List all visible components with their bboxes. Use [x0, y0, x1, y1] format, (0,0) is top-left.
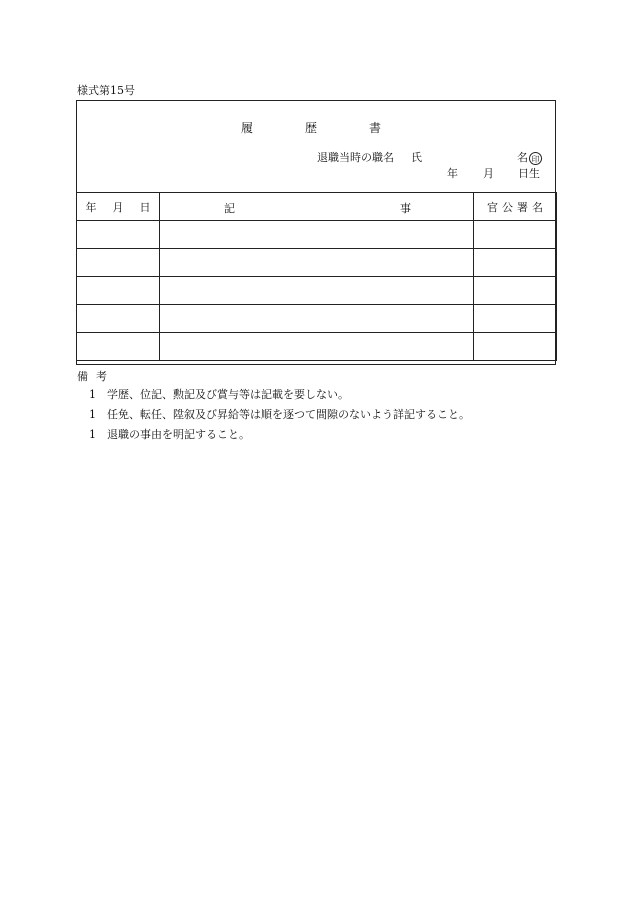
history-table [76, 192, 557, 361]
birth-month-label: 月 [483, 167, 494, 180]
table-row [77, 249, 557, 277]
record-cell[interactable] [160, 221, 474, 249]
record-cell[interactable] [160, 249, 474, 277]
header-office-seal: 官 公 署 名 [474, 193, 557, 221]
remark-item: 1 任免、転任、陞叙及び昇給等は順を逐つて間隙のないよう詳記すること。 [89, 408, 470, 421]
record-cell[interactable] [160, 277, 474, 305]
history-body [77, 221, 557, 361]
office-seal-cell[interactable] [474, 333, 557, 361]
birth-year-label: 年 [447, 167, 458, 180]
date-cell[interactable] [77, 333, 160, 361]
date-cell[interactable] [77, 277, 160, 305]
seal-mark: 印 [529, 152, 542, 165]
remarks-label: 備考 [77, 370, 115, 383]
name-suffix: 名 [517, 151, 528, 164]
record-cell[interactable] [160, 333, 474, 361]
header-record: 記 事 [160, 193, 474, 221]
form-title: 履歴書 [240, 121, 433, 135]
remark-item: 1 退職の事由を明記すること。 [89, 428, 250, 441]
name-prefix: 氏 [411, 151, 422, 164]
table-row [77, 277, 557, 305]
table-row [77, 305, 557, 333]
date-cell[interactable] [77, 249, 160, 277]
form-number: 様式第15号 [77, 84, 135, 97]
record-cell[interactable] [160, 305, 474, 333]
table-header-row [77, 193, 557, 221]
office-seal-cell[interactable] [474, 249, 557, 277]
date-cell[interactable] [77, 305, 160, 333]
table-row [77, 333, 557, 361]
job-title-label: 退職当時の職名 [317, 151, 394, 164]
name-field [517, 149, 542, 165]
resume-form [76, 100, 556, 365]
office-seal-cell[interactable] [474, 305, 557, 333]
office-seal-cell[interactable] [474, 277, 557, 305]
office-seal-cell[interactable] [474, 221, 557, 249]
birth-day-label: 日生 [518, 167, 540, 180]
remark-item: 1 学歴、位記、勲記及び賞与等は記載を要しない。 [89, 388, 349, 401]
table-row [77, 221, 557, 249]
header-date: 年 月 日 [77, 193, 160, 221]
date-cell[interactable] [77, 221, 160, 249]
remarks-list [89, 388, 470, 448]
